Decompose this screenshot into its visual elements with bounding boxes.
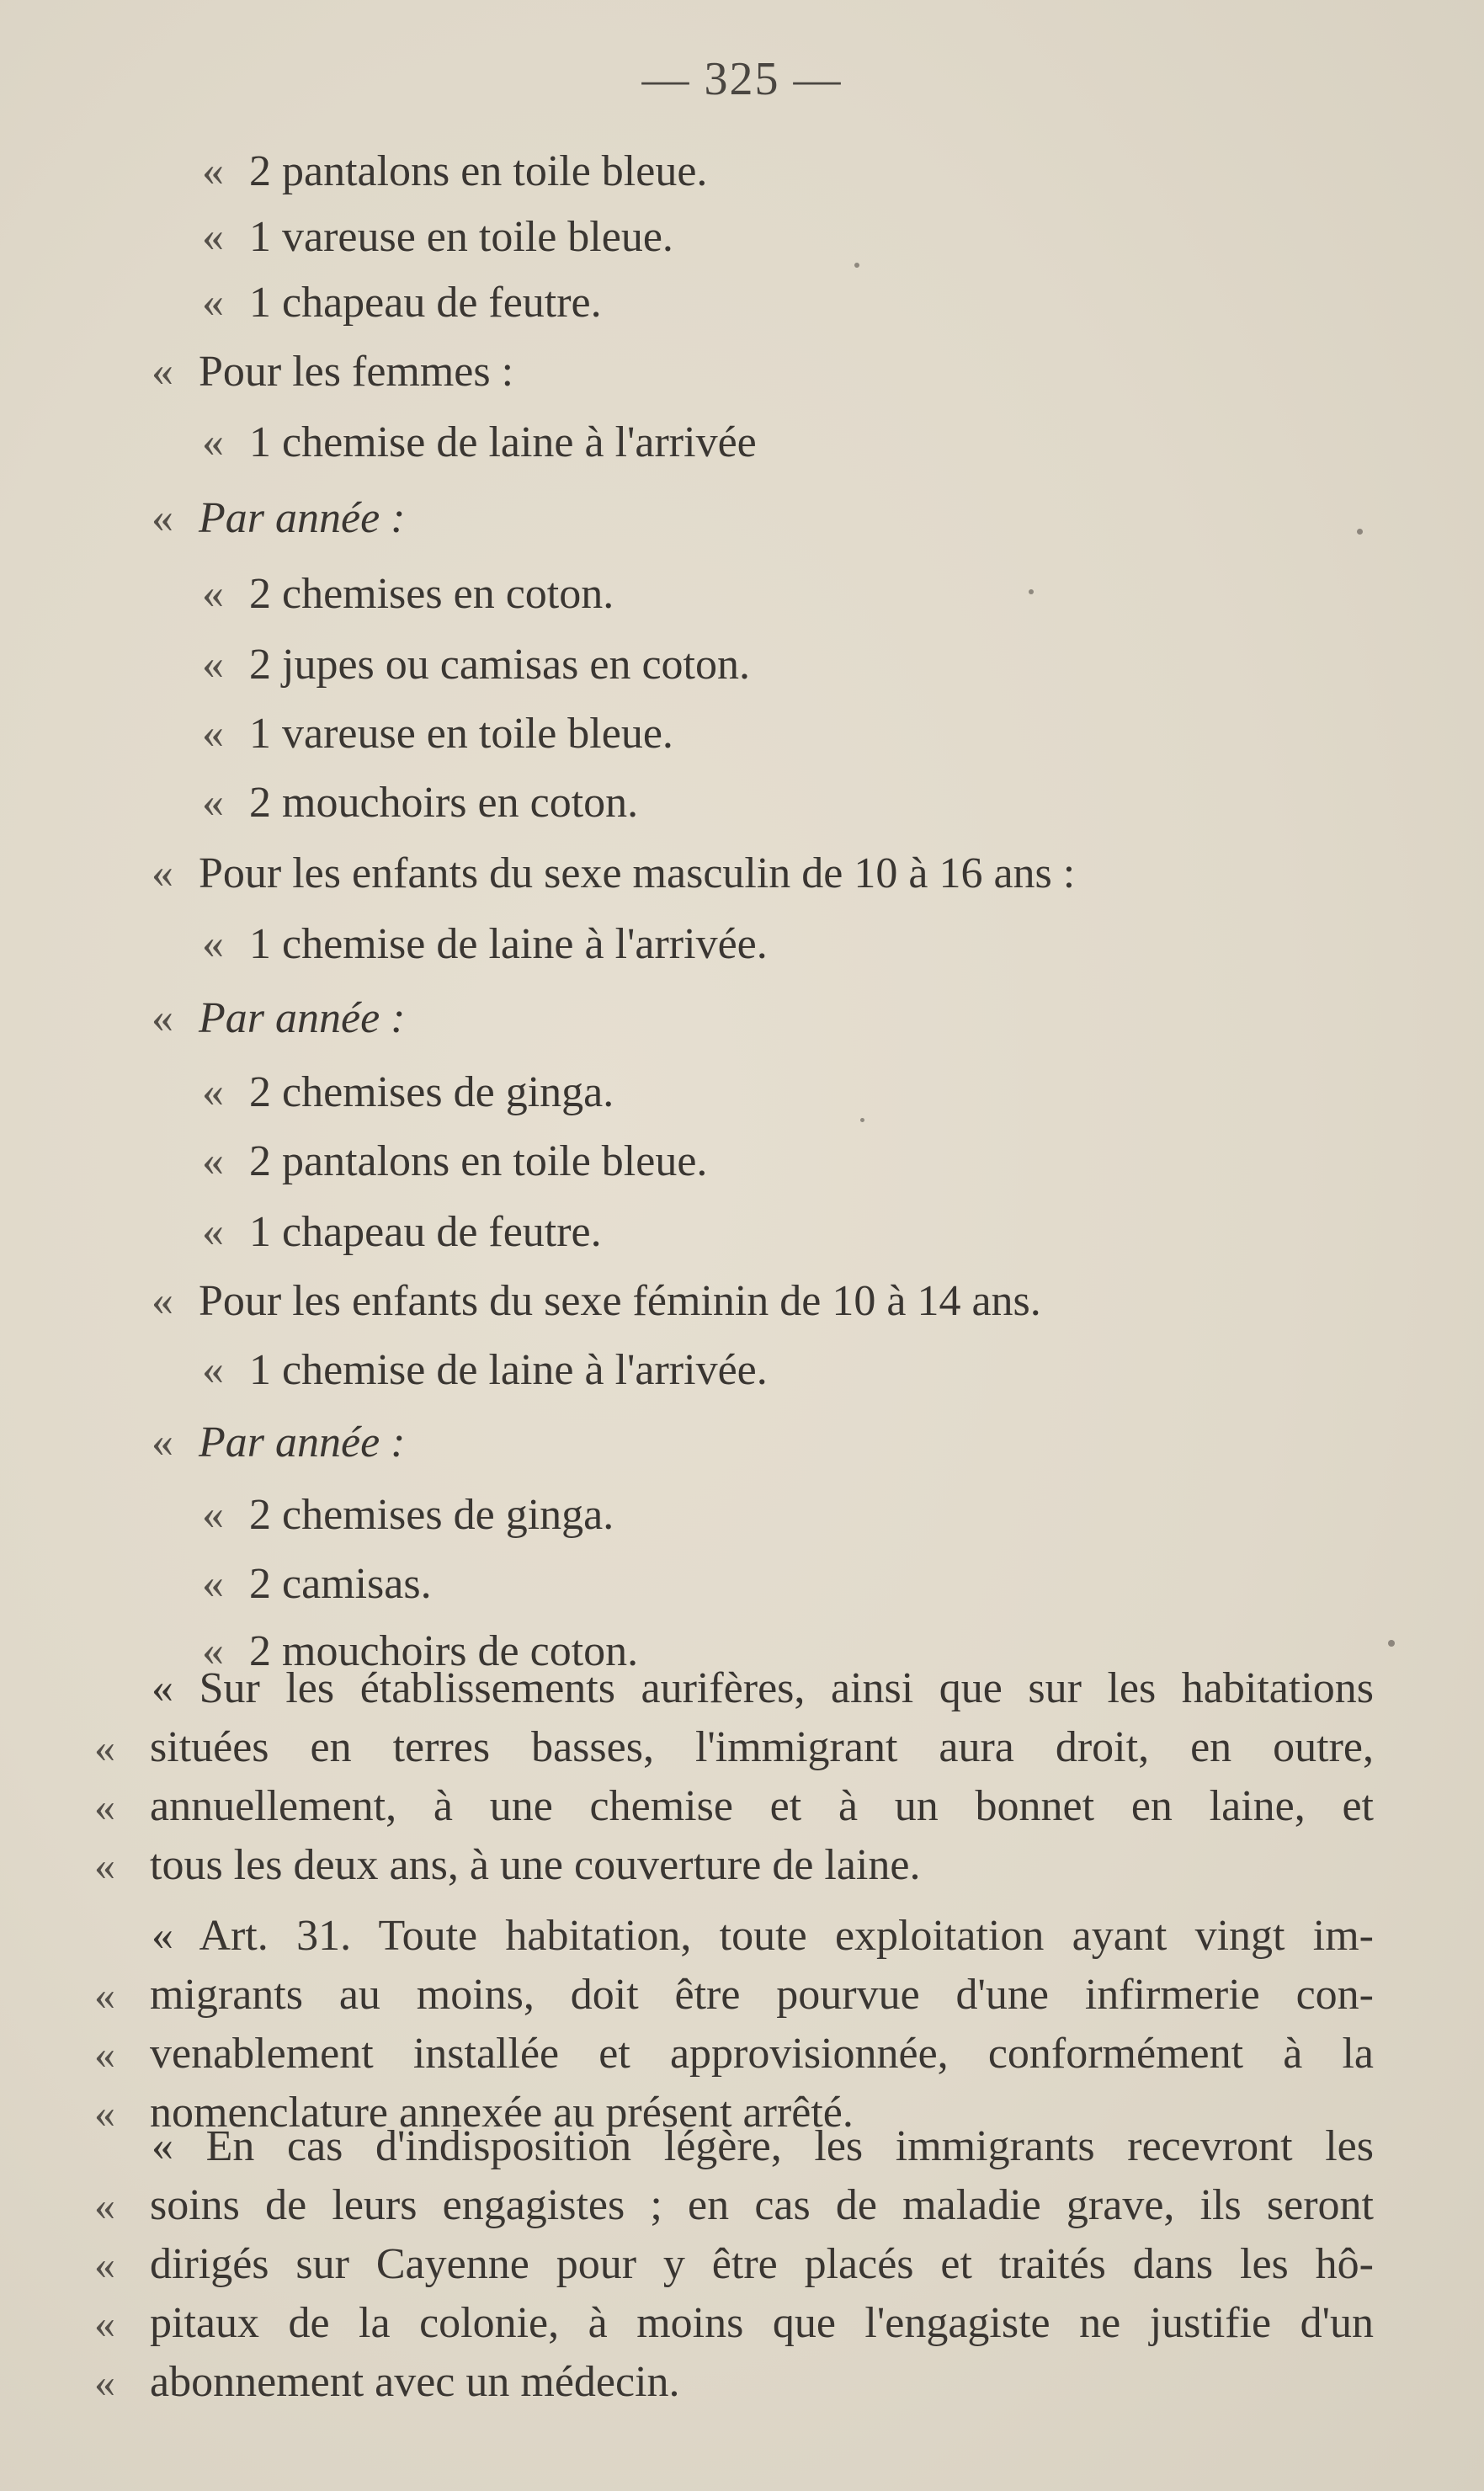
list-line-text: 1 chapeau de feutre.	[249, 1208, 602, 1256]
quote-mark: «	[202, 1491, 224, 1539]
paragraph-first-line: « Art. 31. Toute habitation, toute exploitation ayant vingt im-	[152, 1912, 1374, 1960]
list-line	[202, 704, 673, 764]
paper-speck	[860, 1118, 864, 1122]
paragraph-line: soins de leurs engagistes ; en cas de maladie grave, ils seront	[150, 2181, 1374, 2229]
margin-quote-mark: «	[94, 1783, 115, 1830]
quote-mark: «	[152, 494, 173, 542]
list-line	[152, 1413, 405, 1473]
margin-quote-mark: «	[94, 1724, 115, 1771]
list-line	[152, 488, 405, 549]
paragraph-line: venablement installée et approvisionnée, conformément à la	[150, 2030, 1374, 2078]
paragraph-line: abonnement avec un médecin.	[150, 2358, 680, 2406]
quote-mark: «	[202, 213, 224, 261]
list-line	[202, 564, 614, 625]
list-line	[152, 342, 513, 402]
margin-quote-mark: «	[94, 2300, 115, 2347]
quote-mark: «	[152, 849, 173, 897]
list-line-text: Par année :	[199, 1418, 406, 1466]
quote-mark: «	[202, 1560, 224, 1608]
list-line-text: 1 vareuse en toile bleue.	[249, 213, 673, 261]
paragraph-first-line: « Sur les établissements aurifères, ainsi que sur les habitations	[152, 1664, 1374, 1712]
list-line	[202, 1062, 614, 1123]
list-line-text: Pour les enfants du sexe masculin de 10 à 16 ans :	[199, 849, 1076, 897]
list-line	[152, 1271, 1041, 1332]
list-line-text: 2 mouchoirs de coton.	[249, 1627, 639, 1675]
list-line	[202, 207, 673, 268]
list-line	[202, 1131, 707, 1192]
list-line	[202, 141, 707, 202]
paragraph-line: dirigés sur Cayenne pour y être placés et traités dans les hô-	[150, 2240, 1374, 2288]
list-line-text: 2 camisas.	[249, 1560, 432, 1608]
quote-mark: «	[152, 1418, 173, 1466]
paragraph-line: annuellement, à une chemise et à un bonnet en laine, et	[150, 1782, 1374, 1830]
quote-mark: «	[202, 279, 224, 327]
list-line-text: Par année :	[199, 494, 406, 542]
list-line	[202, 1340, 768, 1401]
list-line-text: 1 chapeau de feutre.	[249, 279, 602, 327]
paper-speck	[1388, 1640, 1395, 1647]
list-line-text: 2 jupes ou camisas en coton.	[249, 641, 750, 689]
list-line-text: Pour les enfants du sexe féminin de 10 à 14 ans.	[199, 1277, 1041, 1325]
margin-quote-mark: «	[94, 2359, 115, 2406]
quote-mark: «	[202, 570, 224, 618]
quote-mark: «	[202, 147, 224, 195]
paragraph-first-line: « En cas d'indisposition légère, les immigrants recevront les	[152, 2122, 1374, 2170]
list-line	[202, 273, 602, 333]
list-line	[152, 988, 405, 1049]
list-line-text: 2 mouchoirs en coton.	[249, 779, 639, 827]
list-line-text: 1 chemise de laine à l'arrivée.	[249, 920, 768, 968]
quote-mark: «	[152, 348, 173, 396]
list-line-text: 1 vareuse en toile bleue.	[249, 710, 673, 758]
list-line-text: Pour les femmes :	[199, 348, 514, 396]
margin-quote-mark: «	[94, 1972, 115, 2019]
quote-mark: «	[152, 1277, 173, 1325]
quote-mark: «	[202, 641, 224, 689]
list-line	[202, 413, 757, 473]
list-line	[202, 1554, 432, 1615]
list-line	[202, 914, 768, 975]
list-line	[202, 773, 638, 833]
paragraph-line: tous les deux ans, à une couverture de laine.	[150, 1841, 921, 1889]
quote-mark: «	[202, 1208, 224, 1256]
list-line-text: Par année :	[199, 994, 406, 1042]
list-line-text: 2 pantalons en toile bleue.	[249, 147, 708, 195]
quote-mark: «	[202, 779, 224, 827]
list-line-text: 2 chemises en coton.	[249, 570, 614, 618]
quote-mark: «	[202, 920, 224, 968]
list-line-text: 2 pantalons en toile bleue.	[249, 1137, 708, 1185]
margin-quote-mark: «	[94, 2182, 115, 2229]
quote-mark: «	[202, 710, 224, 758]
list-line-text: 1 chemise de laine à l'arrivée.	[249, 1346, 768, 1394]
quote-mark: «	[202, 1068, 224, 1116]
margin-quote-mark: «	[94, 1842, 115, 1889]
paragraph-line: pitaux de la colonie, à moins que l'engagiste ne justifie d'un	[150, 2299, 1374, 2347]
list-line-text: 2 chemises de ginga.	[249, 1068, 614, 1116]
quote-mark: «	[202, 1137, 224, 1185]
list-line-text: 2 chemises de ginga.	[249, 1491, 614, 1539]
list-line	[202, 635, 750, 695]
paper-speck	[854, 263, 859, 268]
paper-speck	[1357, 529, 1363, 535]
page-number: — 325 —	[641, 53, 843, 105]
paragraph-line: nomenclature annexée au présent arrêté.	[150, 2089, 854, 2137]
list-line	[202, 1485, 614, 1546]
margin-quote-mark: «	[94, 2031, 115, 2078]
list-line	[202, 1202, 602, 1263]
paragraph-line: migrants au moins, doit être pourvue d'une infirmerie con-	[150, 1971, 1374, 2019]
list-line-text: 1 chemise de laine à l'arrivée	[249, 418, 757, 466]
margin-quote-mark: «	[94, 2089, 115, 2137]
paper-speck	[1029, 589, 1034, 594]
quote-mark: «	[202, 418, 224, 466]
quote-mark: «	[202, 1627, 224, 1675]
quote-mark: «	[202, 1346, 224, 1394]
list-line	[152, 844, 1075, 904]
paragraph-line: situées en terres basses, l'immigrant aura droit, en outre,	[150, 1723, 1374, 1771]
quote-mark: «	[152, 994, 173, 1042]
margin-quote-mark: «	[94, 2241, 115, 2288]
